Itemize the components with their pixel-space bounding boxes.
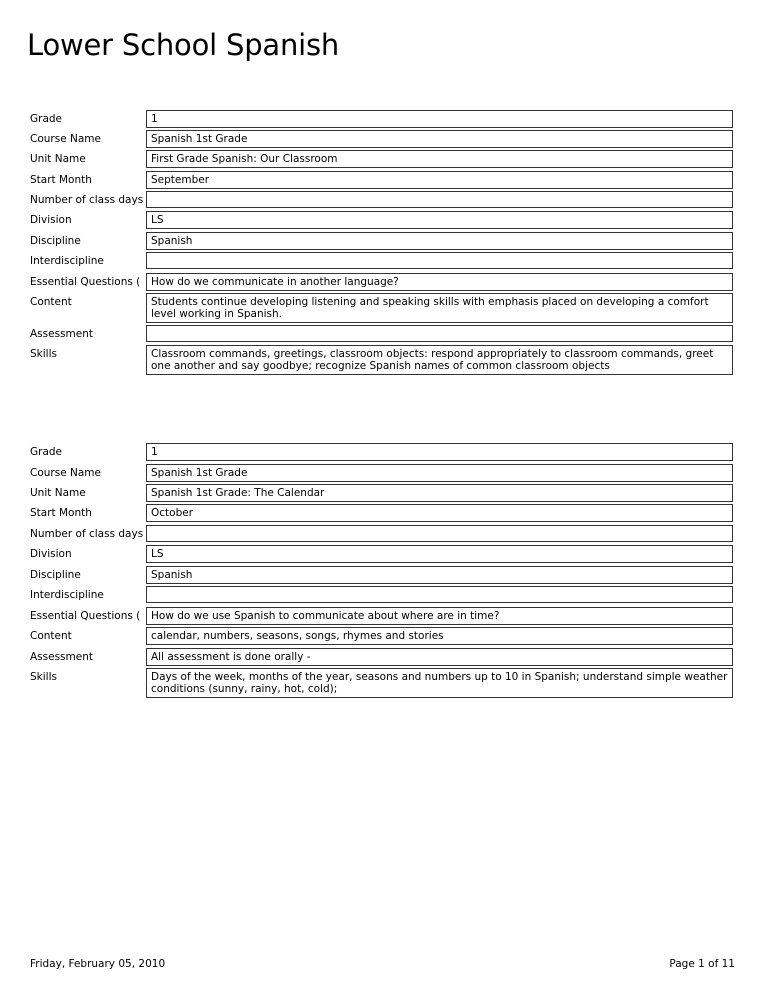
interdiscipline-label: Interdiscipline <box>30 589 104 601</box>
skills-label: Skills <box>30 348 57 360</box>
interdiscipline-label: Interdiscipline <box>30 255 104 267</box>
content-label: Content <box>30 630 72 642</box>
assessment-value <box>146 325 733 342</box>
grade-label: Grade <box>30 446 63 458</box>
assessment-label: Assessment <box>30 328 93 340</box>
start-month-value: September <box>146 171 733 189</box>
discipline-label: Discipline <box>30 569 81 581</box>
footer-date: Friday, February 05, 2010 <box>30 958 166 970</box>
content-value: Students continue developing listening and speaking skills with emphasis placed on developing a comfort level working in Spanish. <box>146 293 733 323</box>
course-name-label: Course Name <box>30 133 101 145</box>
division-value: LS <box>146 545 733 563</box>
course-name-value: Spanish 1st Grade <box>146 464 733 482</box>
page-title: Lower School Spanish <box>27 28 340 62</box>
discipline-value: Spanish <box>146 566 733 584</box>
grade-value: 1 <box>146 110 733 128</box>
start-month-label: Start Month <box>30 174 92 186</box>
skills-value: Days of the week, months of the year, seasons and numbers up to 10 in Spanish; understand simple weather conditions (sunny, rainy, hot, cold); <box>146 668 733 698</box>
grade-value: 1 <box>146 443 733 461</box>
essential-questions-value: How do we communicate in another language? <box>146 273 733 291</box>
content-label: Content <box>30 296 72 308</box>
start-month-label: Start Month <box>30 507 92 519</box>
course-name-label: Course Name <box>30 467 101 479</box>
start-month-value: October <box>146 504 733 522</box>
essential-questions-label: Essential Questions ( <box>30 276 141 288</box>
interdiscipline-value <box>146 586 733 603</box>
class-days-value <box>146 191 733 208</box>
essential-questions-label: Essential Questions ( <box>30 610 141 622</box>
unit-name-value: Spanish 1st Grade: The Calendar <box>146 484 733 502</box>
unit-name-label: Unit Name <box>30 487 86 499</box>
division-value: LS <box>146 211 733 229</box>
unit-name-value: First Grade Spanish: Our Classroom <box>146 150 733 168</box>
course-name-value: Spanish 1st Grade <box>146 130 733 148</box>
assessment-label: Assessment <box>30 651 93 663</box>
class-days-label: Number of class days <box>30 194 144 206</box>
division-label: Division <box>30 548 72 560</box>
unit-name-label: Unit Name <box>30 153 86 165</box>
grade-label: Grade <box>30 113 63 125</box>
discipline-value: Spanish <box>146 232 733 250</box>
skills-label: Skills <box>30 671 57 683</box>
skills-value: Classroom commands, greetings, classroom objects: respond appropriately to classroom commands, greet one another and say goodbye; recognize Spanish names of common classroom objects <box>146 345 733 375</box>
class-days-label: Number of class days <box>30 528 144 540</box>
content-value: calendar, numbers, seasons, songs, rhymes and stories <box>146 627 733 645</box>
interdiscipline-value <box>146 252 733 269</box>
footer-page-number: Page 1 of 11 <box>669 958 735 970</box>
division-label: Division <box>30 214 72 226</box>
discipline-label: Discipline <box>30 235 81 247</box>
assessment-value: All assessment is done orally - <box>146 648 733 666</box>
essential-questions-value: How do we use Spanish to communicate about where are in time? <box>146 607 733 625</box>
class-days-value <box>146 525 733 542</box>
